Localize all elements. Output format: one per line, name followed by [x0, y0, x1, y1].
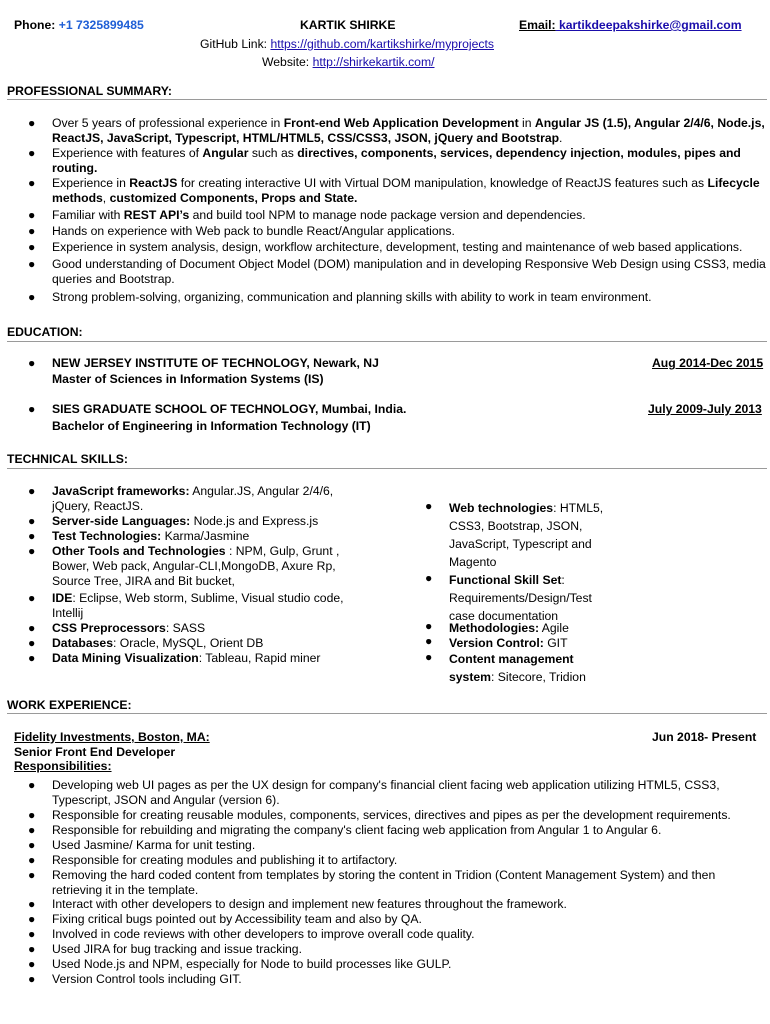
summary-item: Experience with features of Angular such as directives, components, services, dependency injection, modules, pipes and routing.	[52, 146, 741, 175]
github-label: GitHub Link:	[200, 37, 271, 51]
bullet-icon: ●	[28, 808, 36, 822]
work-item: Responsible for creating modules and publishing it to artifactory.	[52, 853, 398, 867]
email-link[interactable]: kartikdeepakshirke@gmail.com	[555, 18, 742, 32]
github-link[interactable]: https://github.com/kartikshirke/myprojects	[270, 37, 494, 51]
edu-degree-1: Master of Sciences in Information Systems (IS)	[52, 372, 324, 386]
summary-item: Strong problem-solving, organizing, communication and planning skills with ability to work in team environment.	[52, 290, 652, 304]
bullet-icon: ●	[425, 499, 433, 513]
skill-item: Data Mining Visualization: Tableau, Rapid miner	[52, 651, 321, 665]
bullet-icon: ●	[28, 356, 36, 370]
skill-item: Test Technologies: Karma/Jasmine	[52, 529, 250, 543]
skill-item: Version Control: GIT	[449, 636, 568, 650]
education-divider	[7, 341, 767, 342]
bullet-icon: ●	[28, 972, 36, 986]
skill-item: CSS Preprocessors: SASS	[52, 621, 206, 635]
work-item: Responsible for rebuilding and migrating the company's client facing web application from Angular 1 to Angular 6.	[52, 823, 662, 837]
bullet-icon: ●	[28, 651, 36, 665]
edu-school-2: SIES GRADUATE SCHOOL OF TECHNOLOGY, Mumbai, India.	[52, 402, 407, 416]
bullet-icon: ●	[425, 634, 433, 648]
bullet-icon: ●	[28, 146, 36, 160]
bullet-icon: ●	[28, 621, 36, 635]
edu-dates-1: Aug 2014-Dec 2015	[652, 356, 764, 370]
email-label: Email:	[519, 18, 556, 32]
summary-item: Good understanding of Document Object Model (DOM) manipulation and in developing Responsive Web Design using CSS3, media queries and Bootstrap.	[52, 257, 766, 286]
bullet-icon: ●	[425, 650, 433, 664]
bullet-icon: ●	[28, 257, 36, 271]
bullet-icon: ●	[28, 636, 36, 650]
summary-item: Over 5 years of professional experience in Front-end Web Application Development in Angular JS (1.5), Angular 2/4/6, Node.js, ReactJS, JavaScript, Typescript, HTML/HTML5, CSS/CSS3, JSON, jQuery and Bootstrap.	[52, 116, 765, 145]
bullet-icon: ●	[28, 208, 36, 222]
bullet-icon: ●	[28, 224, 36, 238]
edu-dates-2: July 2009-July 2013	[648, 402, 762, 416]
bullet-icon: ●	[28, 484, 36, 498]
skill-item: Functional Skill Set: Requirements/Design/Test case documentation	[449, 573, 592, 623]
bullet-icon: ●	[28, 240, 36, 254]
work-dates: Jun 2018- Present	[652, 730, 757, 744]
bullet-icon: ●	[28, 942, 36, 956]
bullet-icon: ●	[28, 176, 36, 190]
email-line	[519, 18, 742, 33]
bullet-icon: ●	[28, 897, 36, 911]
work-item: Version Control tools including GIT.	[52, 972, 242, 986]
work-item: Involved in code reviews with other developers to improve overall code quality.	[52, 927, 475, 941]
bullet-icon: ●	[28, 290, 36, 304]
skill-item: Methodologies: Agile	[449, 621, 569, 635]
bullet-icon: ●	[425, 619, 433, 633]
work-company: Fidelity Investments, Boston, MA:	[14, 730, 210, 744]
work-item: Used JIRA for bug tracking and issue tracking.	[52, 942, 302, 956]
edu-degree-2: Bachelor of Engineering in Information Technology (IT)	[52, 419, 371, 433]
work-responsibilities-label: Responsibilities:	[14, 759, 112, 773]
bullet-icon: ●	[28, 529, 36, 543]
skills-divider	[7, 468, 767, 469]
bullet-icon: ●	[28, 927, 36, 941]
skill-item: Web technologies: HTML5, CSS3, Bootstrap, JSON, JavaScript, Typescript and Magento	[449, 501, 604, 569]
bullet-icon: ●	[28, 957, 36, 971]
summary-item: Hands on experience with Web pack to bundle React/Angular applications.	[52, 224, 455, 238]
bullet-icon: ●	[28, 544, 36, 558]
skill-item: Databases: Oracle, MySQL, Orient DB	[52, 636, 264, 650]
bullet-icon: ●	[28, 116, 36, 130]
work-heading: WORK EXPERIENCE:	[7, 698, 132, 712]
phone-label: Phone:	[14, 18, 56, 32]
summary-heading: PROFESSIONAL SUMMARY:	[7, 84, 172, 98]
work-title: Senior Front End Developer	[14, 745, 176, 759]
summary-item: Familiar with REST API’s and build tool NPM to manage node package version and dependencies.	[52, 208, 586, 222]
website-label: Website:	[262, 55, 313, 69]
skill-item: Other Tools and Technologies : NPM, Gulp, Grunt , Bower, Web pack, Angular-CLI,MongoDB, Axure Rp, Source Tree, JIRA and Bit bucket,	[52, 544, 340, 589]
summary-item: Experience in ReactJS for creating interactive UI with Virtual DOM manipulation, knowledge of ReactJS features such as Lifecycle methods, customized Components, Props and State.	[52, 176, 760, 205]
work-item: Removing the hard coded content from templates by storing the content in Tridion (Content Management System) and then retrieving it in the template.	[52, 868, 716, 897]
work-item: Responsible for creating reusable modules, components, services, directives and pipes as per the development requirements.	[52, 808, 731, 822]
bullet-icon: ●	[28, 823, 36, 837]
website-line	[262, 55, 435, 70]
bullet-icon: ●	[28, 868, 36, 882]
edu-school-1: NEW JERSEY INSTITUTE OF TECHNOLOGY, Newark, NJ	[52, 356, 379, 370]
summary-item: Experience in system analysis, design, workflow architecture, development, testing and maintenance of web based applications.	[52, 240, 743, 254]
work-item: Developing web UI pages as per the UX design for company's financial client facing web application utilizing HTML5, CSS3, Typescript, JSON and Angular (version 6).	[52, 778, 720, 807]
skill-item: IDE: Eclipse, Web storm, Sublime, Visual studio code, Intellij	[52, 591, 344, 621]
skill-item: JavaScript frameworks: Angular.JS, Angular 2/4/6, jQuery, ReactJS.	[52, 484, 334, 514]
work-item: Used Node.js and NPM, especially for Node to build processes like GULP.	[52, 957, 452, 971]
bullet-icon: ●	[28, 912, 36, 926]
website-link[interactable]: http://shirkekartik.com/	[312, 55, 435, 69]
bullet-icon: ●	[28, 778, 36, 792]
education-heading: EDUCATION:	[7, 325, 83, 339]
summary-divider	[7, 99, 767, 100]
work-item: Fixing critical bugs pointed out by Accessibility team and also by QA.	[52, 912, 422, 926]
bullet-icon: ●	[28, 514, 36, 528]
phone-number[interactable]: +1 7325899485	[58, 18, 144, 32]
bullet-icon: ●	[28, 591, 36, 605]
skill-item: Content management system: Sitecore, Tridion	[449, 652, 586, 684]
github-line	[200, 37, 494, 52]
phone-line	[14, 18, 144, 33]
bullet-icon: ●	[28, 853, 36, 867]
bullet-icon: ●	[28, 838, 36, 852]
bullet-icon: ●	[425, 571, 433, 585]
work-divider	[7, 713, 767, 714]
work-item: Interact with other developers to design and implement new features throughout the framework.	[52, 897, 567, 911]
candidate-name: KARTIK SHIRKE	[300, 18, 396, 32]
bullet-icon: ●	[28, 402, 36, 416]
skills-heading: TECHNICAL SKILLS:	[7, 452, 128, 466]
work-item: Used Jasmine/ Karma for unit testing.	[52, 838, 256, 852]
skill-item: Server-side Languages: Node.js and Express.js	[52, 514, 319, 528]
